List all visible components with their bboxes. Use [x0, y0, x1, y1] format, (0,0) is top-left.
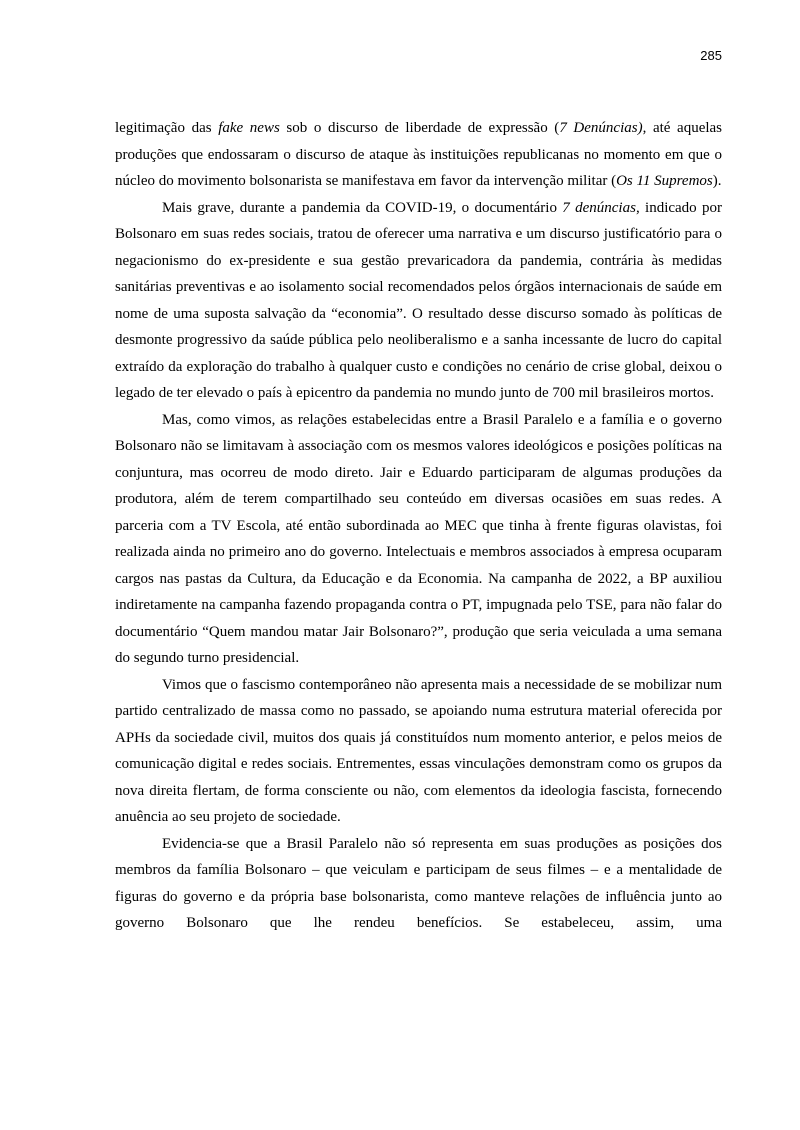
paragraph-4: Vimos que o fascismo contemporâneo não apresenta mais a necessidade de se mobilizar num partido centralizado de massa como no passado, se apoiando numa estrutura material oferecida por APHs da sociedade civil, muitos dos quais já constituídos num momento anterior, e pelos meios de comunicação digital e redes sociais. Entrementes, essas vinculações demonstram como os grupos da nova direita flertam, de forma consciente ou não, com elementos da ideologia fascista, fornecendo anuência ao seu projeto de sociedade. [115, 676, 722, 825]
italic-title-7-denuncias: 7 denúncias [562, 199, 636, 216]
italic-title-7-denuncias: 7 Denúncias) [559, 120, 643, 136]
text-run: Mais grave, durante a pandemia da COVID-19, o documentário [162, 199, 563, 216]
italic-title-os-11-supremos: Os 11 Supremos [616, 173, 713, 189]
paragraph-5: Evidencia-se que a Brasil Paralelo não só representa em suas produções as posições dos membros da família Bolsonaro – que veiculam e participam de seus filmes – e a mentalidade de figuras do governo e da própria base bolsonarista, como manteve relações de influência junto ao governo Bolsonaro que lhe rendeu benefícios. Se estabeleceu, assim, uma [115, 835, 722, 931]
page-number: 285 [700, 48, 722, 63]
body-text [115, 115, 722, 937]
italic-term-fake-news: fake news [218, 120, 280, 136]
paragraph-3: Mas, como vimos, as relações estabelecidas entre a Brasil Paralelo e a família e o governo Bolsonaro não se limitavam à associação com os mesmos valores ideológicos e posições políticas na conjuntura, mas ocorreu de modo direto. Jair e Eduardo participaram de algumas produções da produtora, além de terem compartilhado seu conteúdo em diversas ocasiões em suas redes. A parceria com a TV Escola, até então subordinada ao MEC que tinha à frente figuras olavistas, foi realizada ainda no primeiro ano do governo. Intelectuais e membros associados à empresa ocuparam cargos nas pastas da Cultura, da Educação e da Economia. Na campanha de 2022, a BP auxiliou indiretamente na campanha fazendo propaganda contra o PT, impugnada pelo TSE, para não falar do documentário “Quem mandou matar Jair Bolsonaro?”, produção que seria veiculada a uma semana do segundo turno presidencial. [115, 411, 722, 666]
text-run: legitimação das [115, 120, 219, 136]
text-run: , indicado por Bolsonaro em suas redes sociais, tratou de oferecer uma narrativa e um discurso justificatório para o negacionismo do ex-presidente e sua gestão prevaricadora da pandemia, contrária às medidas sanitárias preventivas e ao isolamento social recomendados pelos órgãos internacionais de saúde em nome de uma suposta salvação da “economia”. O resultado desse discurso somado às políticas de desmonte progressivo da saúde pública pelo neoliberalismo e a sanha incessante de lucro do capital extraído da exploração do trabalho à qualquer custo e condições no cenário de crise global, deixou o legado de ter elevado o país à epicentro da pandemia no mundo junto de 700 mil brasileiros mortos. [115, 199, 722, 401]
text-run: , até aquelas produções que endossaram o discurso de ataque às instituições republicanas no momento em que o núcleo do movimento bolsonarista se manifestava em favor da intervenção militar ( [115, 120, 723, 189]
paragraph-2 [115, 195, 722, 407]
text-run: sob o discurso de liberdade de expressão ( [279, 120, 560, 136]
text-run: ). [712, 173, 722, 189]
paragraph-1 [115, 115, 722, 195]
